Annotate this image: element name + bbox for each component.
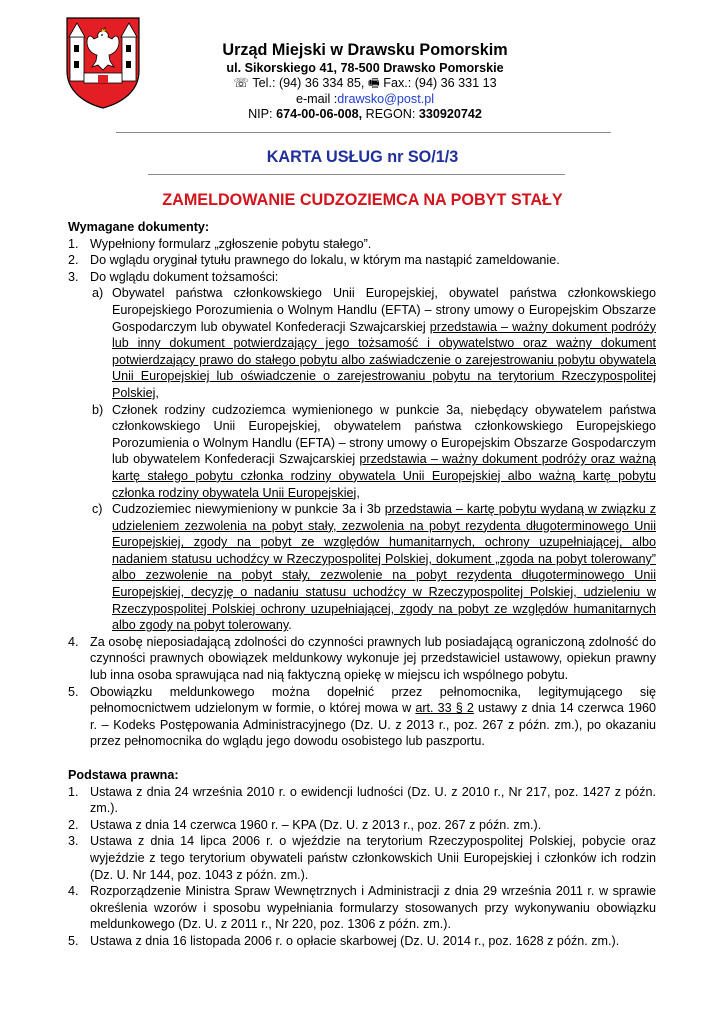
sublist-end: . <box>288 618 292 633</box>
header-divider <box>116 132 611 133</box>
section-spacer <box>68 750 656 767</box>
fax-icon: 🖷 <box>367 76 380 90</box>
regon-label: REGON: <box>362 107 419 121</box>
legal-item <box>68 817 656 834</box>
sublist-end: , <box>356 485 360 500</box>
sublist-end: , <box>155 385 159 400</box>
sublist-underlined-text: przedstawia – ważny dokument podróży lub inny dokument potwierdzający jego tożsamość i obywatelstwo oraz ważny dokument potwierdzający prawo do stałego pobytu albo zaświadczenie o zarejestrowaniu pobytu obywatela Unii Europejskiej lub oświadczenie o zarejestrowaniu pobytu na terytorium Rzeczypospolitej Polskiej <box>112 319 656 400</box>
sublist-label: c) <box>92 502 103 517</box>
fax-number: Fax.: (94) 36 331 13 <box>383 76 497 90</box>
list-item <box>68 684 656 750</box>
title-divider <box>148 174 565 175</box>
sublist-label: b) <box>92 402 104 417</box>
sublist-item <box>90 402 656 502</box>
list-text: Za osobę nieposiadającą zdolności do czynności prawnych lub posiadającą ograniczoną zdolność do czynności prawnych obowiązek meldunkowy wykonuje jej przedstawiciel ustawowy, opiekun prawny lub inna osoba sprawująca nad nią faktyczną opiekę w miejscu ich wspólnego pobytu. <box>90 634 656 683</box>
sublist-text: Członek rodziny cudzoziemca wymienionego w punkcie 3a, niebędący obywatelem państwa członkowskiego Unii Europejskiej, obywatelem państwa członkowskiego Europejskiego Porozumienia o Wolnym Handlu (EFTA) – strony umowy o Europejskim Obszarze Gospodarczym lub obywatelem Konfederacji Szwajcarskiej <box>112 402 656 467</box>
sublist-item <box>90 285 656 401</box>
regon-value: 330920742 <box>418 107 482 121</box>
org-address: ul. Sikorskiego 41, 78-500 Drawsko Pomorskie <box>226 61 504 75</box>
legal-text: Ustawa z dnia 24 września 2010 r. o ewidencji ludności (Dz. U. z 2010 r., Nr 217, poz. 1427 z późn. zm.). <box>90 784 656 816</box>
tax-ids <box>150 107 580 123</box>
contact-email <box>150 92 580 108</box>
list-number: 4. <box>68 634 79 649</box>
list-item <box>68 252 656 269</box>
legal-number: 3. <box>68 834 79 849</box>
list-text-continued: ustawy z dnia 14 czerwca 1960 r. – Kodeks Postępowania Administracyjnego (Dz. U. z 2013 r., poz. 267 z późn. zm.), po okazaniu przez pełnomocnika do wglądu jego dowodu osobistego lub paszportu. <box>90 701 656 749</box>
list-text: Do wglądu oryginał tytułu prawnego do lokalu, w którym ma nastąpić zameldowanie. <box>90 253 560 268</box>
sublist-underlined-text: przedstawia – kartę pobytu wydaną w związku z udzieleniem zezwolenia na pobyt stały, zezwolenia na pobyt rezydenta długoterminowego Unii Europejskiej, zgody na pobyt ze względów humanitarnych, ochrony uzupełniającej, albo nadaniem statusu uchodźcy w Rzeczypospolitej Polskiej, dokument „zgoda na pobyt tolerowany” albo zezwolenie na pobyt stały, zezwolenie na pobyt rezydenta długoterminowego Unii Europejskiej, decyzję o nadaniu statusu uchodźcy w Rzeczypospolitej Polskiej, udzieleniu w Rzeczypospolitej Polskiej ochrony uzupełniającej, zgody na pobyt ze względów humanitarnych albo zgody na pobyt tolerowany <box>112 502 656 633</box>
required-documents-heading: Wymagane dokumenty: <box>68 220 210 234</box>
list-text: Obowiązku meldunkowego można dopełnić przez pełnomocnika, legitymującego się pełnomocnictwem udzielonym w formie, o której mowa w <box>90 684 656 716</box>
list-number: 1. <box>68 236 79 251</box>
sublist-item <box>90 501 656 634</box>
list-number: 2. <box>68 253 79 268</box>
list-item <box>68 236 656 253</box>
coat-of-arms-icon <box>66 17 140 109</box>
list-item <box>68 634 656 684</box>
article-link[interactable]: art. 33 § 2 <box>415 701 474 716</box>
nip-value: 674-00-06-008, <box>276 107 363 121</box>
sublist-label: a) <box>92 286 104 301</box>
letterhead <box>150 40 580 123</box>
list-text: Do wglądu dokument tożsamości: <box>90 269 279 284</box>
legal-item <box>68 784 656 817</box>
email-label: e-mail : <box>295 91 338 106</box>
legal-text: Ustawa z dnia 14 czerwca 1960 r. – KPA (Dz. U. z 2013 r., poz. 267 z późn. zm.). <box>90 817 542 832</box>
service-title: ZAMELDOWANIE CUDZOZIEMCA NA POBYT STAŁY <box>162 191 563 209</box>
list-number: 5. <box>68 684 79 699</box>
legal-number: 4. <box>68 884 79 899</box>
legal-number: 5. <box>68 933 79 948</box>
email-link[interactable]: drawsko@post.pl <box>337 91 435 106</box>
legal-number: 1. <box>68 784 79 799</box>
sublist-text: Cudzoziemiec niewymieniony w punkcie 3a i 3b <box>112 502 385 517</box>
legal-number: 2. <box>68 817 79 832</box>
sublist-text: Obywatel państwa członkowskiego Unii Europejskiej, obywatel państwa członkowskiego Europejskiego Porozumienia o Wolnym Handlu (EFTA) – strony umowy o Europejskim Obszarze Gospodarczym lub obywatel Konfederacji Szwajcarskiej <box>112 286 656 334</box>
list-text: Wypełniony formularz „zgłoszenie pobytu stałego”. <box>90 236 372 251</box>
legal-basis-heading: Podstawa prawna: <box>68 768 179 782</box>
sublist-underlined-text: przedstawia – ważny dokument podróży oraz ważną kartę stałego pobytu członka rodziny obywatela Unii Europejskiej albo ważną kartę pobytu członka rodziny obywatela Unii Europejskiej <box>112 452 656 500</box>
card-title: KARTA USŁUG nr SO/1/3 <box>266 148 459 166</box>
nip-label: NIP: <box>248 107 277 121</box>
legal-item <box>68 833 656 883</box>
phone-number: Tel.: (94) 36 334 85, <box>252 76 365 90</box>
legal-text: Rozporządzenie Ministra Spraw Wewnętrznych i Administracji z dnia 29 września 2011 r. w sprawie określenia wzorów i sposobu wypełniania formularzy stosowanych przy wykonywaniu obowiązku meldunkowego (Dz. U. z 2011 r., Nr 220, poz. 1306 z późn. zm.). <box>90 884 656 932</box>
contact-phone-fax <box>150 76 580 92</box>
legal-text: Ustawa z dnia 14 lipca 2006 r. o wjeździe na terytorium Rzeczypospolitej Polskiej, pobycie oraz wyjeździe z tego terytorium obywateli państw członkowskich Unii Europejskiej i członków ich rodzin (Dz. U. Nr 144, poz. 1043 z późn. zm.). <box>90 834 656 882</box>
list-number: 3. <box>68 269 79 284</box>
list-item <box>68 269 656 286</box>
legal-item <box>68 883 656 933</box>
document-body <box>68 219 656 950</box>
legal-item <box>68 933 656 950</box>
phone-icon: ☏ <box>233 76 250 90</box>
legal-text: Ustawa z dnia 16 listopada 2006 r. o opłacie skarbowej (Dz. U. 2014 r., poz. 1628 z późn. zm.). <box>90 933 620 948</box>
org-name: Urząd Miejski w Drawsku Pomorskim <box>222 41 508 59</box>
